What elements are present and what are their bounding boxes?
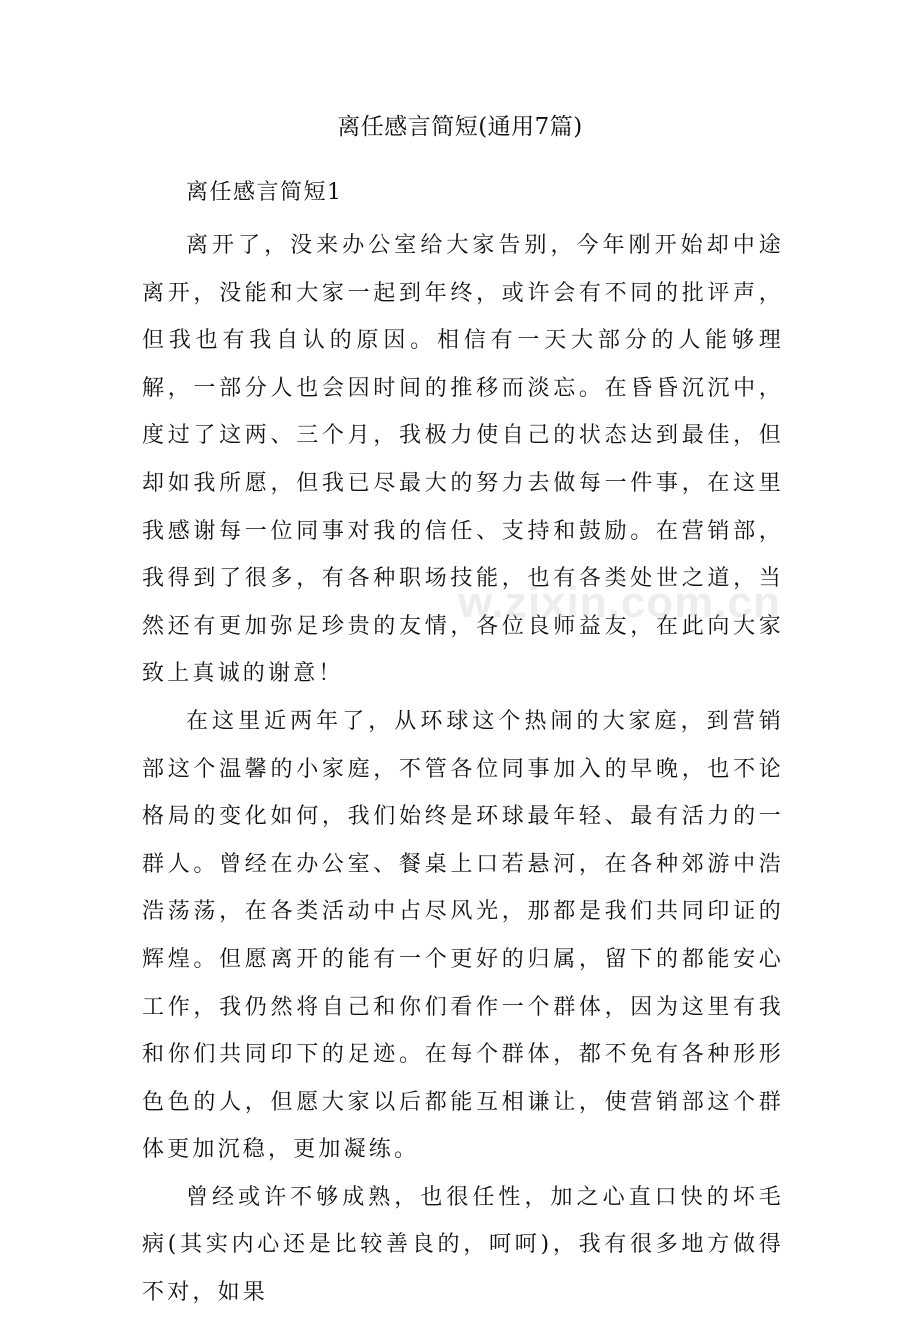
section-heading: 离任感言简短1: [186, 180, 343, 205]
document-title: 离任感言简短(通用7篇): [337, 114, 583, 140]
watermark: w.zixin.com.cn: [458, 578, 781, 627]
document-body: [142, 222, 784, 1317]
paragraph-2: 在这里近两年了，从环球这个热闹的大家庭，到营销部这个温馨的小家庭，不管各位同事加入的早晚，也不论格局的变化如何，我们始终是环球最年轻、最有活力的一群人。曾经在办公室、餐桌上口若悬河，在各种郊游中浩浩荡荡，在各类活动中占尽风光，那都是我们共同印证的辉煌。但愿离开的能有一个更好的归属，留下的都能安心工作，我仍然将自己和你们看作一个群体，因为这里有我和你们共同印下的足迹。在每个群体，都不免有各种形形色色的人，但愿大家以后都能互相谦让，使营销部这个群体更加沉稳，更加凝练。: [142, 708, 784, 1163]
paragraph-3: 曾经或许不够成熟，也很任性，加之心直口快的坏毛病(其实内心还是比较善良的，呵呵)，我有很多地方做得不对，如果: [142, 1184, 784, 1306]
paragraph-1: 离开了，没来办公室给大家告别，今年刚开始却中途离开，没能和大家一起到年终，或许会有不同的批评声，但我也有我自认的原因。相信有一天大部分的人能够理解，一部分人也会因时间的推移而淡忘。在昏昏沉沉中，度过了这两、三个月，我极力使自己的状态达到最佳，但却如我所愿，但我已尽最大的努力去做每一件事，在这里我感谢每一位同事对我的信任、支持和鼓励。在营销部，我得到了很多，有各种职场技能，也有各类处世之道，当然还有更加弥足珍贵的友情，各位良师益友，在此向大家致上真诚的谢意！: [142, 233, 784, 687]
